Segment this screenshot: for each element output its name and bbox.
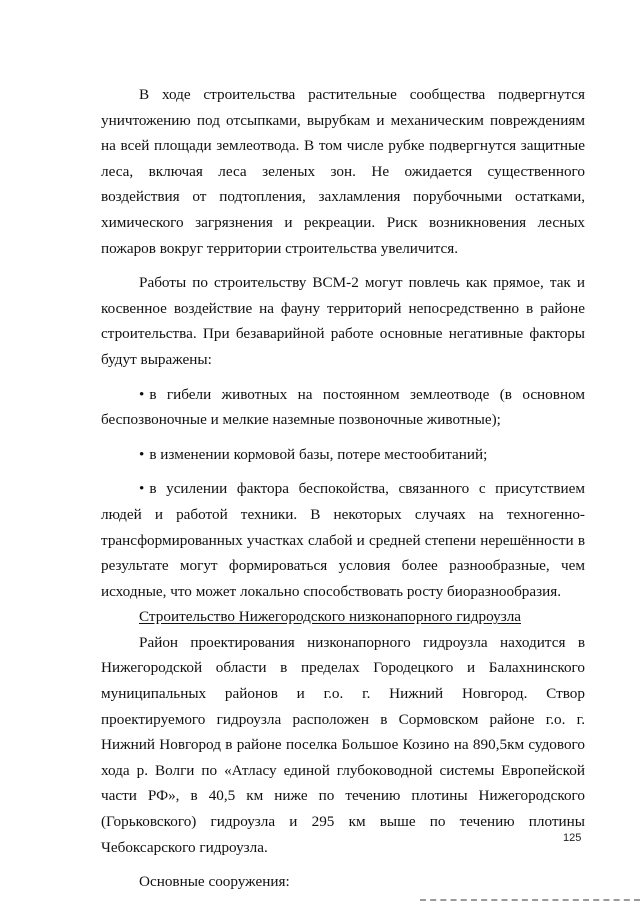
bullet-text: в гибели животных на постоянном землеотводе (в основном беспозвоночные и мелкие наземные позвоночные животные); — [101, 385, 585, 429]
paragraph-project-location: Район проектирования низконапорного гидроузла находится в Нижегородской области в пределах Городецкого и Балахнинского муниципальных районов и г.о. г. Нижний Новгород. Створ проектируемого гидроузла расположен в Сормовском районе г.о. г. Нижний Новгород в районе поселка Большое Козино на 890,5км судового хода р. Волги по «Атласу единой глубоководной системы Европейской части РФ», в 40,5 км ниже по течению плотины Нижегородского (Горьковского) гидроузла и 295 км выше по течению плотины Чебоксарского гидроузла. — [101, 633, 585, 856]
paragraph-vegetation-impact: В ходе строительства растительные сообщества подвергнутся уничтожению под отсыпками, вырубкам и механическим повреждениям на всей площади землеотвода. В том числе рубке подвергнутся защитные леса, включая леса зеленых зон. Не ожидается существенного воздействия от подтопления, захламления порубочными остатками, химического загрязнения и рекреации. Риск возникновения лесных пожаров вокруг территории строительства увеличится. — [101, 86, 585, 257]
section-heading: Строительство Нижегородского низконапорного гидроузла — [139, 608, 522, 626]
document-page — [101, 82, 585, 895]
bullet-item-animal-death — [101, 382, 585, 433]
bullet-text: в усилении фактора беспокойства, связанного с присутствием людей и работой техники. В некоторых случаях на техногенно-трансформированных участках слабой и средней степени нерешённости в результате могут формироваться условия более разнообразные, чем исходные, что может локально способствовать росту биоразнообразия. — [101, 480, 585, 600]
bullet-icon: • — [139, 445, 145, 463]
paragraph-fauna-impact: Работы по строительству ВСМ-2 могут повлечь как прямое, так и косвенное воздействие на фауну территорий непосредственно в районе строительства. При безаварийной работе основные негативные факторы будут выражены: — [101, 274, 585, 368]
paragraph-main-structures: Основные сооружения: — [139, 873, 290, 891]
bullet-icon: • — [139, 480, 145, 498]
scan-edge-divider — [420, 899, 640, 901]
section-heading-paragraph — [101, 604, 585, 630]
bullet-icon: • — [139, 385, 145, 403]
page-number: 125 — [563, 832, 582, 844]
bullet-item-habitat-loss — [101, 442, 585, 468]
bullet-item-disturbance — [101, 476, 585, 604]
bullet-text: в изменении кормовой базы, потере местообитаний; — [149, 445, 488, 463]
